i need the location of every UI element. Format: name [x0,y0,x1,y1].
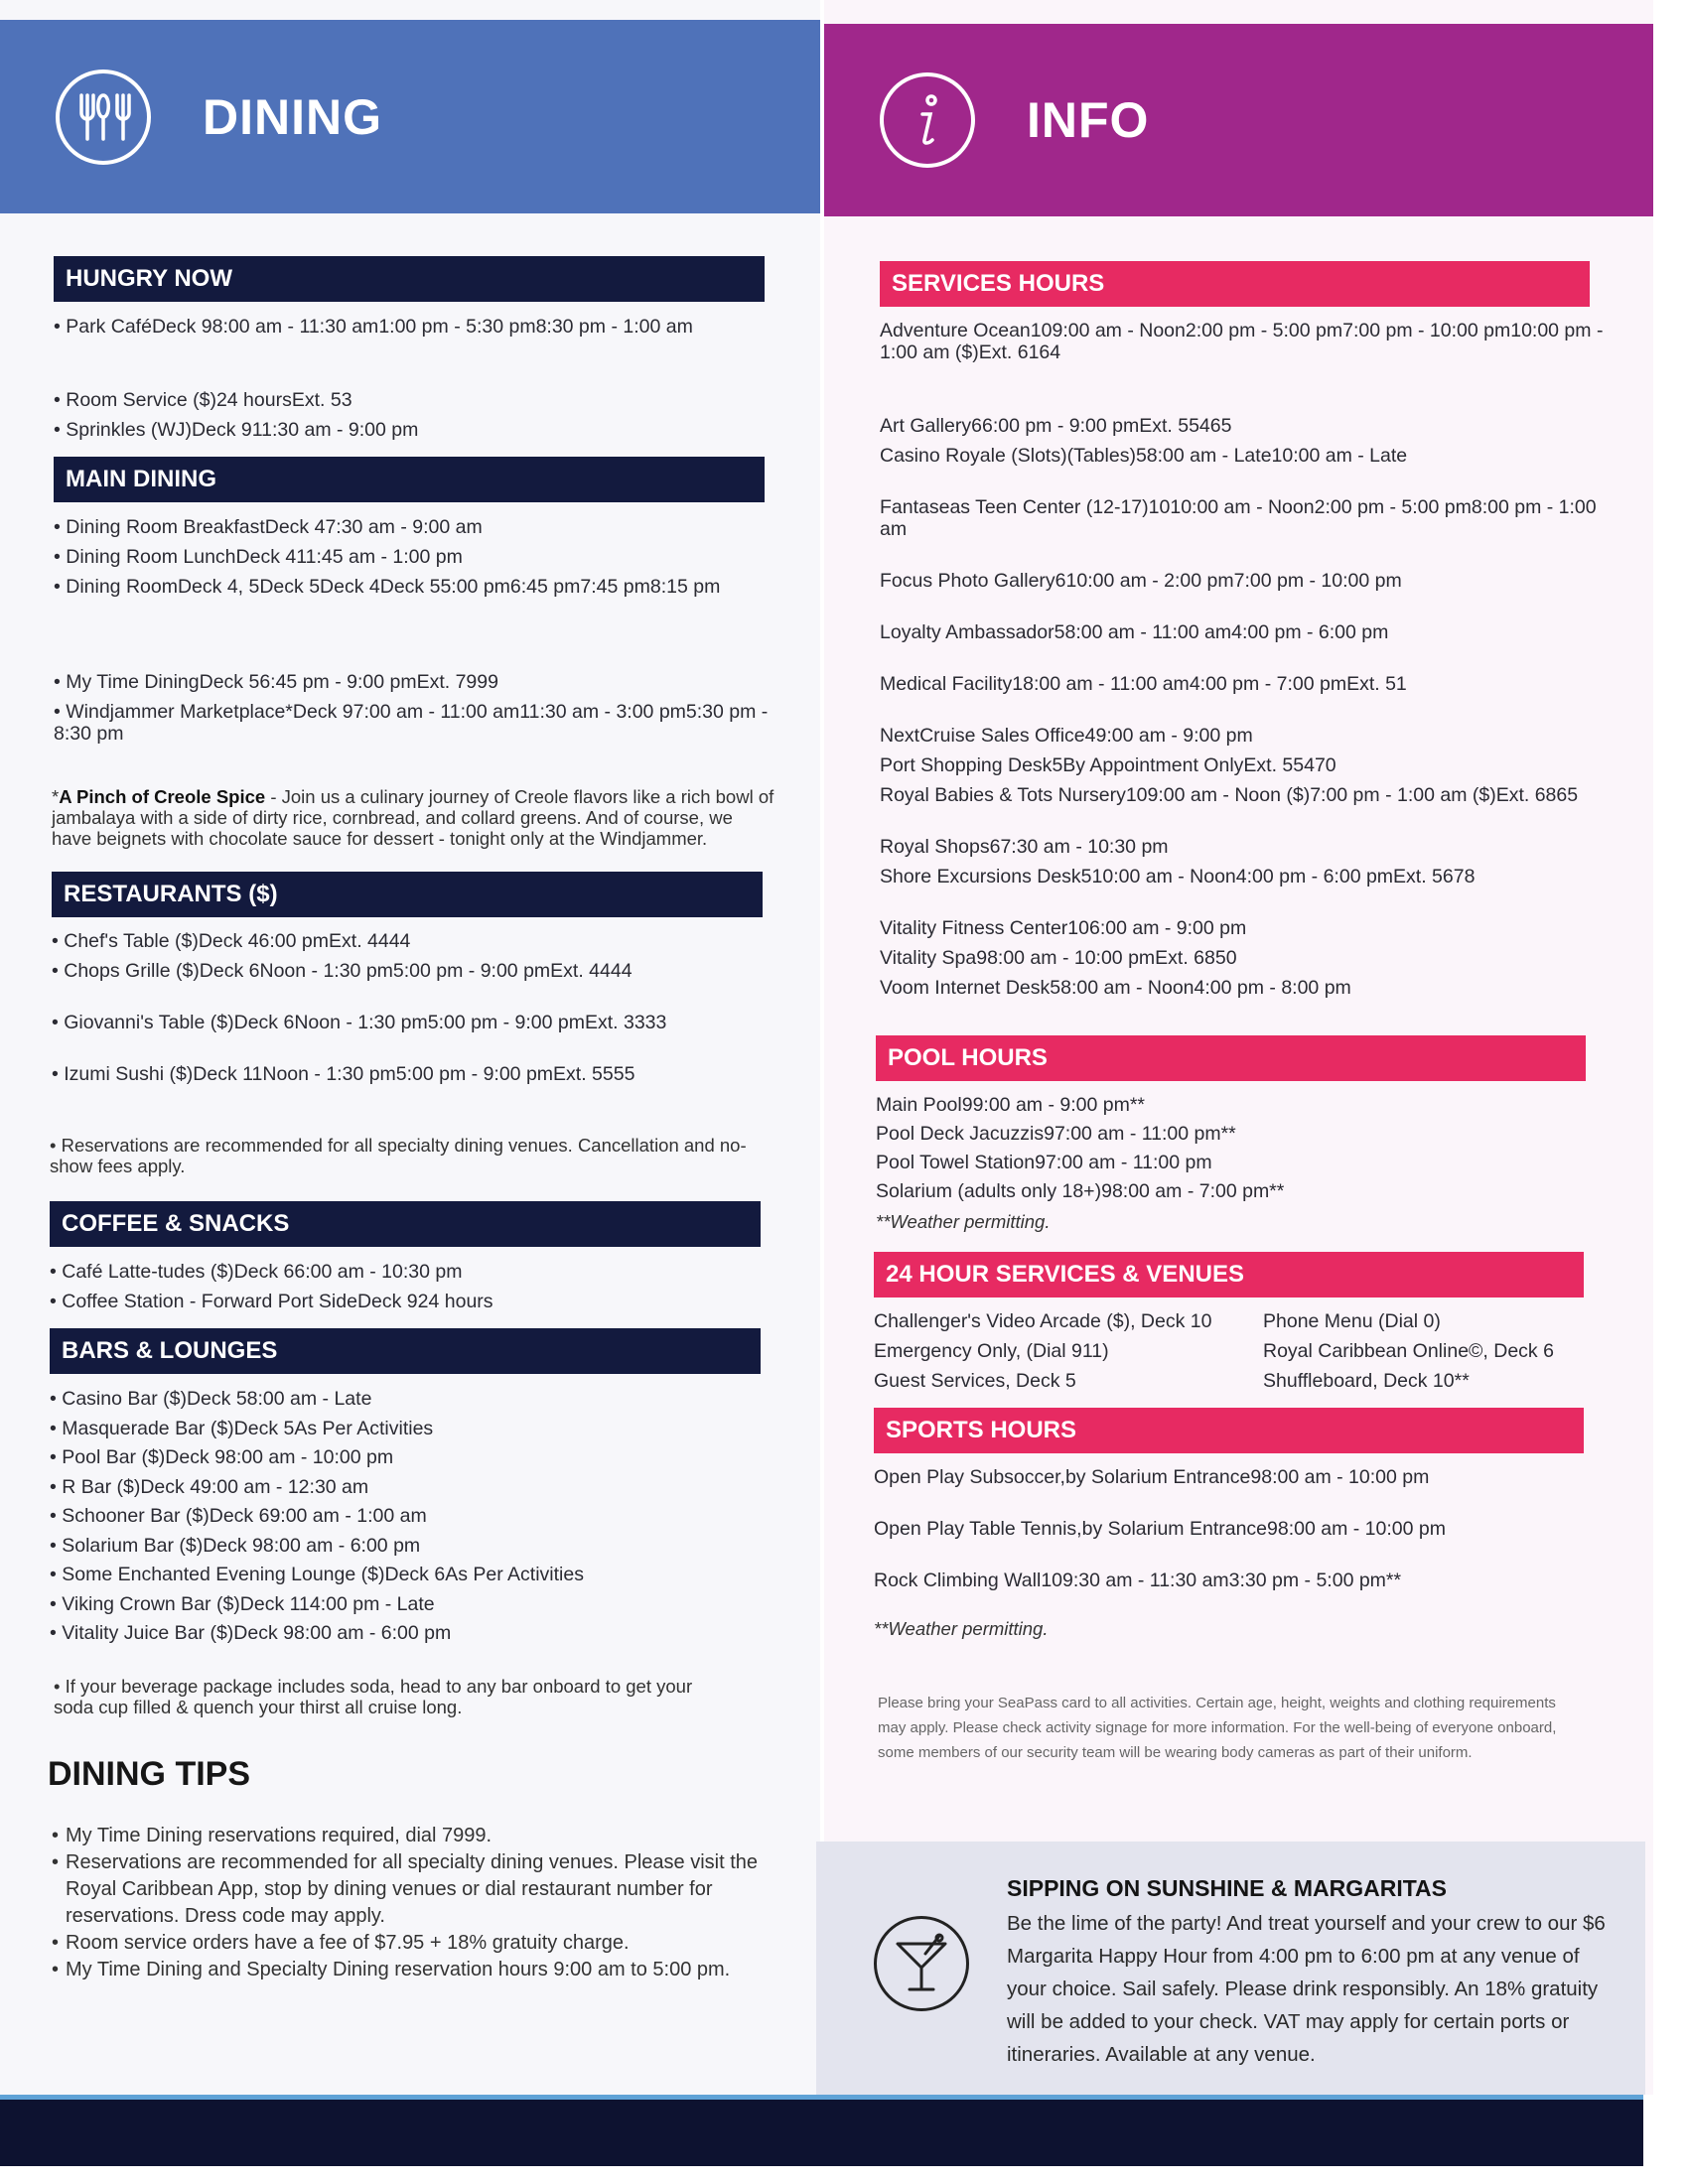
item-deck: 5 [1135,445,1147,467]
item-time: 6:45 pm - 9:00 pm [259,671,417,693]
item-time: 10:00 pm - 1:00 am ($) [880,320,1604,363]
item-ext: Ext. 3333 [584,1012,667,1033]
item-deck: 5 [1054,621,1065,643]
list-item [880,784,1615,828]
item-time: 7:45 pm [580,576,650,598]
list-item [52,1012,786,1055]
item-time: 7:30 am - 10:30 pm [1000,836,1169,858]
item-time: 1:00 pm - 5:30 pm [378,316,536,338]
item-time: 9:00 am - Noon [1052,320,1186,341]
list-item [54,516,788,538]
item-time: 9:00 am - 9:00 pm** [972,1094,1146,1116]
item-time: 4:00 pm - 7:00 pm [1189,673,1347,695]
item-name: Focus Photo Gallery [880,570,1055,592]
item-deck: 9 [1044,1123,1055,1145]
item-name: Fantaseas Teen Center (12-17) [880,496,1149,518]
item-name: • My Time Dining [54,671,200,693]
beverage-note: • If your beverage package includes soda, head to any bar onboard to get your soda cup filled & quench your thirst all cruise long. [54,1676,693,1717]
item-deck: Deck 6 [209,1505,270,1527]
list-item [50,1535,784,1557]
item-time: 9:00 am - 12:30 am [201,1475,369,1498]
item-deck: 10 [1148,496,1171,518]
item-deck: 9 [961,1094,973,1116]
item-time: 8:00 am - 10:00 pm [225,1446,394,1468]
item-time: 8:00 pm - 1:00 am [880,496,1597,540]
item-time: As Per Activities [445,1564,584,1585]
list-item [876,1123,1611,1145]
item-time: 7:00 pm - 1:00 am ($) [1310,784,1496,806]
item-time: 7:00 pm - 10:00 pm [1342,320,1511,341]
item-deck: 9 [1101,1180,1112,1202]
list-item [880,836,1615,858]
item-name: Main Pool [876,1094,962,1116]
item-deck: Deck 4 [198,930,259,952]
list-item [54,389,788,411]
item-time: 11:45 am - 1:00 pm [296,546,463,568]
item-name: • Vitality Juice Bar ($) [50,1622,234,1644]
item-deck: Deck 9 [233,1622,294,1644]
item-deck: 5 [1080,866,1092,887]
item-time: 5:00 pm - 9:00 pm [395,1063,554,1085]
item-time: 8:00 am - Late [1146,445,1272,467]
item-deck: 10 [1041,1570,1063,1591]
item-time: 8:00 am - 6:00 pm [262,1534,421,1557]
item-time: 7:30 am - 9:00 am [325,516,483,538]
item-name: NextCruise Sales Office [880,725,1085,747]
item-deck: Deck 4 [140,1475,202,1498]
item-ext: Ext. 6865 [1495,784,1579,806]
item-time: 5:00 pm - 9:00 pm [427,1012,585,1033]
item-time: 9:30 am - 11:30 am [1062,1570,1229,1591]
item-time: 6:00 pm [258,930,330,952]
item-time: 2:00 pm - 5:00 pm [1314,496,1472,518]
list-item [880,621,1615,665]
list-item [50,1291,784,1312]
item-ext: Ext. 55465 [1139,415,1232,437]
dining-tip: • My Time Dining and Specialty Dining reservation hours 9:00 am to 5:00 pm. [52,1957,767,1983]
item-time: 7:00 am - 11:00 pm [1045,1152,1212,1173]
list-item [880,415,1615,437]
section-header-sports: SPORTS HOURS [874,1408,1584,1453]
item-deck: Deck 6 [233,1012,295,1033]
list-item [874,1466,1609,1510]
item-time: As Per Activities [294,1417,434,1439]
item-time: 2:00 pm - 5:00 pm [1185,320,1343,341]
item-name: • Chops Grille ($) [52,960,200,982]
item-name: • Casino Bar ($) [50,1388,187,1410]
list-item [880,673,1615,717]
item-deck: Deck 9 [203,1534,263,1557]
item-time: Noon - 1:30 pm [262,1063,396,1085]
item-time: 8:00 am - Noon [1060,977,1195,999]
item-deck: Deck 9 [165,1446,225,1468]
bottom-bar [0,2095,1643,2166]
item-time: 7:00 am - 11:00 pm** [1054,1123,1236,1145]
list-item [880,445,1615,488]
item-name: • Solarium Bar ($) [50,1534,204,1557]
item-name: Medical Facility [880,673,1013,695]
list-item [880,320,1615,407]
item-ext: Ext. 5555 [553,1063,635,1085]
item-name: • Sprinkles (WJ) [54,419,193,441]
item-deck: 9 [1267,1518,1278,1540]
list-item [50,1418,784,1439]
item-name: • Viking Crown Bar ($) [50,1592,240,1615]
item-time: 24 hours [417,1291,493,1312]
item-name: • R Bar ($) [50,1475,141,1498]
venue-item: Emergency Only, (Dial 911) [874,1340,1109,1362]
list-item [876,1152,1611,1173]
item-deck: 9 [1035,1152,1046,1173]
item-time: Noon - 1:30 pm [259,960,393,982]
dining-column [0,0,820,2095]
dining-tip: • My Time Dining reservations required, dial 7999. [52,1823,767,1849]
section-header-24hour: 24 HOUR SERVICES & VENUES [874,1252,1584,1297]
info-banner [824,24,1653,216]
item-name: Open Play Table Tennis, [874,1518,1082,1540]
dining-banner [0,20,820,213]
item-name: Pool Towel Station [876,1152,1036,1173]
item-time: 5:30 pm - 8:30 pm [54,701,769,745]
item-time: 24 hours [215,389,292,411]
venue-item: Royal Caribbean Online©, Deck 6 [1263,1340,1554,1362]
venue-item: Shuffleboard, Deck 10** [1263,1370,1470,1392]
list-item [54,671,788,693]
item-time: 4:00 pm - Late [309,1592,435,1615]
item-name: • Pool Bar ($) [50,1446,166,1468]
item-name: Royal Babies & Tots Nursery [880,784,1126,806]
item-deck: Deck 6 [199,960,260,982]
item-time: 11:30 am - 9:00 pm [251,419,419,441]
item-time: 8:00 am - 6:00 pm [293,1622,452,1644]
creole-spice-note [52,786,776,849]
item-deck: 9 [976,947,988,969]
item-deck: Deck 5 [186,1388,247,1410]
list-item [880,754,1615,776]
item-ext: Ext. 6850 [1155,947,1237,969]
item-time: 7:00 pm - 10:00 pm [1233,570,1402,592]
list-item [50,1622,784,1644]
item-deck: 1 [1012,673,1024,695]
list-item [54,546,788,568]
item-ext: Ext. 51 [1346,673,1407,695]
item-time: 9:00 am - 9:00 pm [1095,725,1253,747]
item-time: 8:00 am - 10:00 pm [987,947,1156,969]
reservation-note: • Reservations are recommended for all specialty dining venues. Cancellation and no-show fees apply. [50,1135,747,1176]
margarita-promo [816,1842,1645,2095]
section-header-bars: BARS & LOUNGES [50,1328,761,1374]
item-time: 5:00 pm - 9:00 pm [392,960,551,982]
item-name: • Windjammer Marketplace* [54,701,293,723]
item-time: 8:00 am - Late [246,1388,372,1410]
item-name: Vitality Fitness Center [880,917,1068,939]
dining-utensils-icon [56,69,151,165]
item-time: 8:30 pm - 1:00 am [535,316,693,338]
list-item [876,1180,1611,1202]
item-time: 3:30 pm - 5:00 pm** [1228,1570,1402,1591]
item-ext: Ext. 4444 [329,930,411,952]
list-item [880,947,1615,969]
item-name: Open Play Subsoccer, [874,1466,1065,1488]
item-name: • Dining Room [54,576,178,598]
item-deck: Deck 11 [193,1063,263,1085]
item-time: 9:00 am - Noon ($) [1147,784,1311,806]
item-time: 4:00 pm - 8:00 pm [1194,977,1351,999]
dining-tips-list [52,1823,767,1983]
list-item [874,1570,1609,1613]
item-name: • Chef's Table ($) [52,930,199,952]
item-time: 8:00 am - 10:00 pm [1277,1518,1446,1540]
item-deck: Deck 11 [239,1592,310,1615]
list-item [880,866,1615,909]
list-item [50,1261,784,1283]
list-item [50,1564,784,1585]
venue-item: Phone Menu (Dial 0) [1263,1310,1441,1332]
item-name: • Giovanni's Table ($) [52,1012,234,1033]
list-item [52,930,786,952]
item-name: (Tables) [1066,445,1136,467]
item-deck: 4 [1084,725,1096,747]
item-name: Shore Excursions Desk [880,866,1081,887]
item-time: 6:00 am - 10:30 pm [294,1261,463,1283]
item-time: 10:00 am - Late [1271,445,1408,467]
list-item [54,701,788,766]
info-column [824,0,1653,2095]
item-time: 6:00 pm - 9:00 pm [981,415,1140,437]
item-deck: 5 [1050,977,1061,999]
promo-body: Be the lime of the party! And treat yourself and your crew to our $6 Margarita Happy Hour from 4:00 pm to 6:00 pm at any venue of your choice. Sail safely. Please drink responsibly. An 18% gratuity will be added to your check. VAT may apply for certain ports or itineraries. Available at any venue. [1007,1912,1606,2066]
item-time: 4:00 pm - 6:00 pm [1235,866,1394,887]
section-header-main-dining: MAIN DINING [54,457,765,502]
sports-weather-note: **Weather permitting. [874,1618,1049,1639]
item-name: • Dining Room Breakfast [54,516,265,538]
item-time: 10:00 am - Noon [1170,496,1315,518]
item-name: Royal Shops [880,836,990,858]
item-deck: Deck 4, 5 [177,576,260,598]
item-deck: Deck 4 [320,576,380,598]
list-item [880,977,1615,1021]
item-name: • Masquerade Bar ($) [50,1417,234,1439]
item-time: 8:00 am - 11:30 am [211,316,379,338]
item-deck: Deck 6 [233,1261,295,1283]
item-deck: 6 [989,836,1001,858]
item-time: Noon - 1:30 pm [294,1012,428,1033]
seapass-fine-print: Please bring your SeaPass card to all activities. Certain age, height, weights and clothing requirements may apply. Please check activity signage for more information. For the well-being of everyone onboard, some members of our security team will be wearing body cameras as part of their uniform. [878,1695,1557,1761]
item-name: Port Shopping Desk [880,754,1053,776]
list-item [880,725,1615,747]
item-name: • Park Café [54,316,152,338]
item-time: 6:45 pm [509,576,581,598]
info-icon [880,72,975,168]
item-time: 8:00 am - 7:00 pm** [1111,1180,1285,1202]
item-name: by Solarium Entrance [1081,1518,1268,1540]
list-item [54,316,788,381]
dining-title: DINING [203,88,382,145]
item-name: Solarium (adults only 18+) [876,1180,1102,1202]
item-time: 11:30 am - 3:00 pm [519,701,686,723]
item-name: • Room Service ($) [54,389,216,411]
list-item [54,419,788,441]
item-name: Adventure Ocean [880,320,1031,341]
info-title: INFO [1027,92,1150,148]
section-header-pool: POOL HOURS [876,1035,1586,1081]
list-item [876,1094,1611,1116]
item-ext: Ext. 7999 [416,671,498,693]
item-deck: Deck 6 [384,1564,446,1585]
item-time: 4:00 pm - 6:00 pm [1231,621,1389,643]
list-item [52,960,786,1004]
venue-item: Challenger's Video Arcade ($), Deck 10 [874,1310,1212,1332]
promo-title: SIPPING ON SUNSHINE & MARGARITAS [1007,1875,1447,1901]
list-item [880,570,1615,614]
item-deck: 9 [1250,1466,1262,1488]
section-header-coffee: COFFEE & SNACKS [50,1201,761,1247]
dining-tip: • Reservations are recommended for all specialty dining venues. Please visit the Royal Caribbean App, stop by dining venues or dial restaurant number for reservations. Dress code may apply. [52,1849,767,1930]
item-name: • Izumi Sushi ($) [52,1063,194,1085]
item-time: By Appointment Only [1062,754,1244,776]
item-ext: Ext. 5678 [1393,866,1476,887]
item-deck: 6 [1055,570,1066,592]
item-name: Rock Climbing Wall [874,1570,1042,1591]
section-header-services: SERVICES HOURS [880,261,1590,307]
item-time: 8:00 am - 11:00 am [1064,621,1232,643]
item-name: Voom Internet Desk [880,977,1051,999]
item-deck: Deck 9 [151,316,212,338]
item-name: • Schooner Bar ($) [50,1505,210,1527]
item-deck: 10 [1067,917,1089,939]
list-item [50,1505,784,1527]
item-name: Vitality Spa [880,947,977,969]
note-title: A Pinch of Creole Spice [59,786,266,807]
list-item [50,1446,784,1468]
item-time: 8:00 am - 10:00 pm [1261,1466,1430,1488]
item-time: 8:00 am - 11:00 am [1023,673,1190,695]
item-deck: 10 [1125,784,1148,806]
item-name: • Café Latte-tudes ($) [50,1261,234,1283]
list-item [50,1593,784,1615]
list-item [880,917,1615,939]
item-ext: Ext. 55470 [1243,754,1336,776]
list-item [50,1476,784,1498]
dining-tip: • Room service orders have a fee of $7.95 + 18% gratuity charge. [52,1930,767,1957]
item-deck: 10 [1030,320,1053,341]
item-time: 8:15 pm [649,576,721,598]
item-ext: Ext. 53 [291,389,352,411]
item-name: • Some Enchanted Evening Lounge ($) [50,1564,385,1585]
item-name: by Solarium Entrance [1064,1466,1251,1488]
item-deck: Deck 9 [192,419,252,441]
item-time: 7:00 am - 11:00 am [352,701,520,723]
section-header-hungry-now: HUNGRY NOW [54,256,765,302]
list-item [50,1388,784,1410]
item-deck: Deck 9 [292,701,353,723]
item-name: Pool Deck Jacuzzis [876,1123,1045,1145]
item-deck: Deck 5 [379,576,441,598]
item-ext: Ext. 6164 [978,341,1061,363]
item-ext: Ext. 4444 [550,960,633,982]
list-item [52,1063,786,1107]
item-name: Casino Royale (Slots) [880,445,1067,467]
list-item [54,576,788,663]
item-time: 10:00 am - Noon [1091,866,1236,887]
list-item [880,496,1615,562]
item-deck: Deck 5 [259,576,321,598]
item-deck: Deck 5 [233,1417,295,1439]
item-time: 9:00 am - 1:00 am [269,1505,427,1527]
item-time: 6:00 am - 9:00 pm [1089,917,1247,939]
item-deck: 5 [1052,754,1063,776]
item-name: • Coffee Station - Forward Port Side [50,1291,357,1312]
item-deck: Deck 5 [199,671,260,693]
item-name: Loyalty Ambassador [880,621,1055,643]
venue-item: Guest Services, Deck 5 [874,1370,1076,1392]
note-asterisk: * [52,786,60,807]
item-deck: 6 [971,415,982,437]
pool-weather-note: **Weather permitting. [876,1211,1051,1232]
section-header-restaurants: RESTAURANTS ($) [52,872,763,917]
dining-tips-title: DINING TIPS [48,1755,251,1793]
item-deck: Deck 4 [264,516,326,538]
item-time: 5:00 pm [440,576,510,598]
item-name: • Dining Room Lunch [54,546,236,568]
item-deck: Deck 9 [356,1291,418,1312]
item-name: Art Gallery [880,415,972,437]
list-item [874,1518,1609,1562]
item-time: 10:00 am - 2:00 pm [1065,570,1234,592]
item-deck: Deck 4 [235,546,297,568]
cocktail-icon [874,1916,969,2011]
note-text: - Join us a culinary journey of Creole flavors like a rich bowl of jambalaya with a side of dirty rice, cornbread, and collard greens. And of course, we have beignets with chocolate sauce for dessert - tonight only at the Windjammer. [52,786,774,849]
